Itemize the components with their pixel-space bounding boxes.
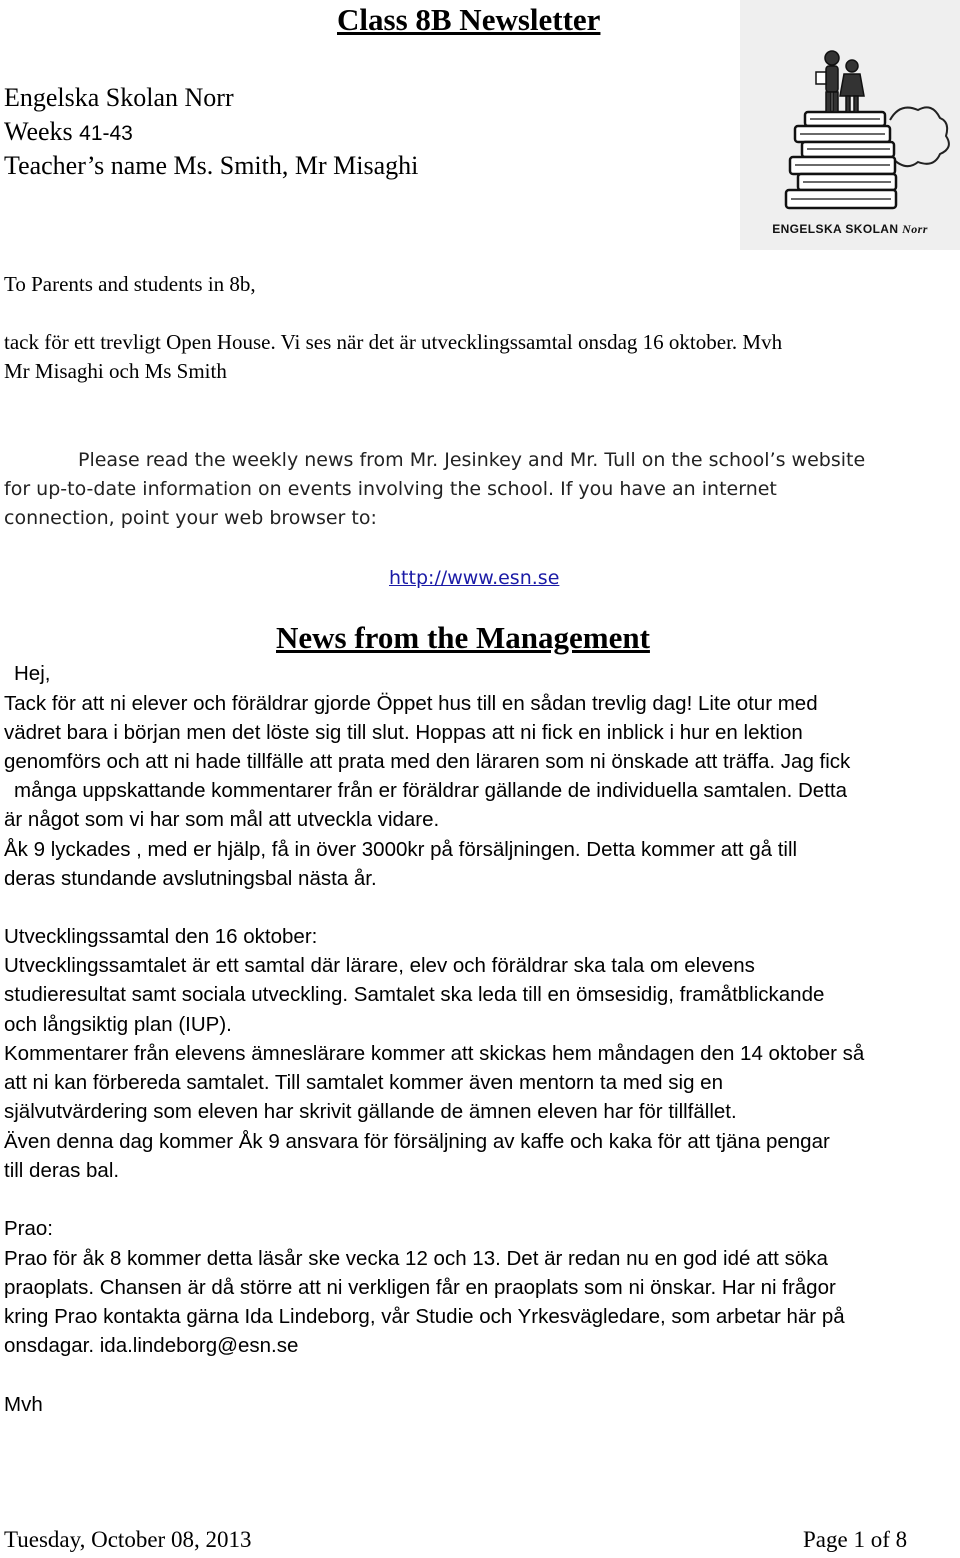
website-line: for up-to-date information on events involving the school. If you have an internet [4,478,777,500]
mgmt-line: Tack för att ni elever och föräldrar gjorde Öppet hus till en sådan trevlig dag! Lite otur med [4,692,818,715]
utv-line: studieresultat samt sociala utveckling. Samtalet ska leda till en ömsesidig, framåtblickande [4,983,825,1006]
mgmt-line: Åk 9 lyckades , med er hjälp, få in över 3000kr på försäljningen. Detta kommer att gå till [4,838,798,861]
utv-line: och långsiktig plan (IUP). [4,1013,232,1036]
thanks-line: Mr Misaghi och Ms Smith [4,359,227,383]
prao-line: praoplats. Chansen är då större att ni verkligen får en praoplats som ni önskar. Har ni frågor [4,1276,836,1299]
sign-off: Mvh [4,1393,43,1416]
utv-line: till deras bal. [4,1159,120,1182]
prao-line: kring Prao kontakta gärna Ida Lindeborg, vår Studie och Yrkesvägledare, som arbetar här på [4,1305,845,1328]
mgmt-line: många uppskattande kommentarer från er föräldrar gällande de individuella samtalen. Detta [14,779,848,802]
teacher-line: Teacher’s name Ms. Smith, Mr Misaghi [4,151,419,180]
weeks-label: Weeks [4,117,80,146]
website-line: connection, point your web browser to: [4,507,377,529]
footer-date: Tuesday, October 08, 2013 [4,1527,252,1552]
newsletter-title: Class 8B Newsletter [337,2,601,37]
weeks-value: 41-43 [79,122,133,145]
utv-line: Utvecklingssamtalet är ett samtal där lärare, elev och föräldrar ska tala om elevens [4,954,755,977]
logo-caption [740,222,960,237]
school-name: Engelska Skolan Norr [4,83,234,112]
prao-heading: Prao: [4,1217,53,1240]
mgmt-line: genomförs och att ni hade tillfälle att prata med den läraren som ni önskade att träffa. Jag fick [4,750,851,773]
weeks-line [4,115,133,151]
prao-line: onsdagar. ida.lindeborg@esn.se [4,1334,299,1357]
footer-page-number: Page 1 of 8 [803,1527,908,1552]
mgmt-line: Hej, [14,662,51,685]
school-logo [740,0,960,250]
utv-heading: Utvecklingssamtal den 16 oktober: [4,925,318,948]
logo-caption-norr: Norr [902,222,928,236]
utv-line: att ni kan förbereda samtalet. Till samtalet kommer även mentorn ta med sig en [4,1071,723,1094]
website-line: Please read the weekly news from Mr. Jesinkey and Mr. Tull on the school’s website [78,449,866,471]
logo-caption-text: ENGELSKA SKOLAN [772,222,899,236]
books-illustration [740,0,960,215]
school-website-link[interactable]: http://www.esn.se [389,567,560,589]
utv-line: Även denna dag kommer Åk 9 ansvara för försäljning av kaffe och kaka för att tjäna pengar [4,1130,830,1153]
greeting: To Parents and students in 8b, [4,272,256,296]
prao-line: Prao för åk 8 kommer detta läsår ske vecka 12 och 13. Det är redan nu en god idé att söka [4,1247,828,1270]
utv-line: Kommentarer från elevens ämneslärare kommer att skickas hem måndagen den 14 oktober så [4,1042,865,1065]
news-heading: News from the Management [276,620,650,655]
thanks-line: tack för ett trevligt Open House. Vi ses när det är utvecklingssamtal onsdag 16 oktober. Mvh [4,330,783,354]
utv-line: självutvärdering som eleven har skrivit gällande de ämnen eleven har för tillfället. [4,1100,737,1123]
mgmt-line: deras stundande avslutningsbal nästa år. [4,867,377,890]
mgmt-line: vädret bara i början men det löste sig till slut. Hoppas att ni fick en inblick i hur en lektion [4,721,803,744]
mgmt-line: är något som vi har som mål att utveckla vidare. [4,808,440,831]
